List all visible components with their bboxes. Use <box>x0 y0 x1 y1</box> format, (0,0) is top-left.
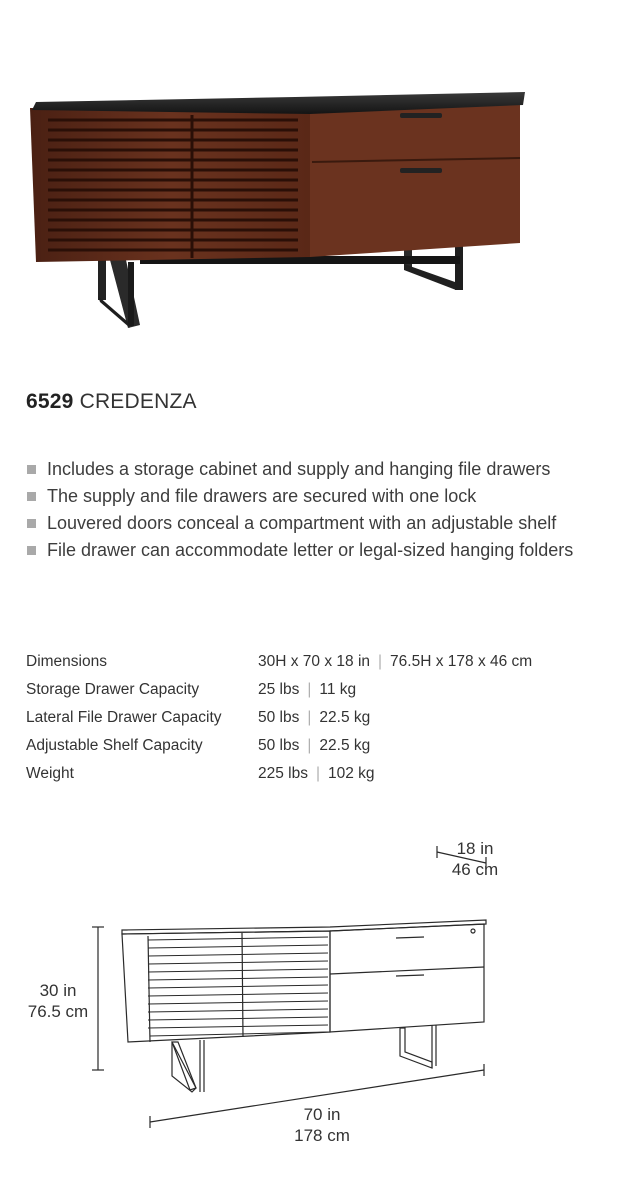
product-name: CREDENZA <box>79 390 197 413</box>
spec-value <box>258 704 532 732</box>
feature-item <box>26 537 616 564</box>
dimension-drawing <box>0 830 624 1160</box>
height-metric: 76.5 cm <box>27 1002 89 1021</box>
spec-row <box>26 732 532 760</box>
feature-item <box>26 456 616 483</box>
width-dimension <box>282 1104 362 1146</box>
spec-table <box>26 648 532 788</box>
spec-imperial: 30H x 70 x 18 in <box>258 653 371 670</box>
spec-imperial: 225 lbs <box>258 765 308 782</box>
feature-list <box>26 456 616 564</box>
divider: | <box>307 681 312 698</box>
height-dimension <box>18 980 98 1022</box>
spec-label: Lateral File Drawer Capacity <box>26 709 222 726</box>
spec-label: Storage Drawer Capacity <box>26 681 200 698</box>
spec-metric: 76.5H x 178 x 46 cm <box>390 653 533 670</box>
spec-metric: 11 kg <box>319 681 357 698</box>
feature-text: File drawer can accommodate letter or legal-sized hanging folders <box>47 540 574 560</box>
depth-metric: 46 cm <box>451 860 499 879</box>
spec-value <box>258 732 532 760</box>
feature-text: Louvered doors conceal a compartment with an adjustable shelf <box>47 513 557 533</box>
width-metric: 178 cm <box>294 1126 350 1145</box>
spec-imperial: 50 lbs <box>258 737 300 754</box>
product-photo <box>0 60 624 350</box>
depth-imperial: 18 in <box>456 839 494 858</box>
divider: | <box>307 737 312 754</box>
depth-dimension <box>440 838 510 880</box>
divider: | <box>315 765 321 782</box>
spec-label: Weight <box>26 765 74 782</box>
spec-row <box>26 676 532 704</box>
product-title <box>26 390 197 414</box>
square-bullet-icon <box>27 465 36 474</box>
width-imperial: 70 in <box>303 1105 341 1124</box>
square-bullet-icon <box>27 492 36 501</box>
spec-metric: 102 kg <box>328 765 375 782</box>
height-imperial: 30 in <box>39 981 77 1000</box>
spec-row <box>26 760 532 788</box>
spec-value <box>258 648 532 676</box>
spec-metric: 22.5 kg <box>319 737 371 754</box>
feature-item <box>26 510 616 537</box>
model-number: 6529 <box>26 390 74 413</box>
spec-row <box>26 648 532 676</box>
spec-label: Dimensions <box>26 653 107 670</box>
spec-row <box>26 704 532 732</box>
divider: | <box>307 709 312 726</box>
spec-label: Adjustable Shelf Capacity <box>26 737 203 754</box>
spec-value <box>258 760 532 788</box>
spec-imperial: 25 lbs <box>258 681 300 698</box>
feature-text: The supply and file drawers are secured with one lock <box>47 486 477 506</box>
spec-value <box>258 676 532 704</box>
square-bullet-icon <box>27 519 36 528</box>
square-bullet-icon <box>27 546 36 555</box>
feature-text: Includes a storage cabinet and supply and hanging file drawers <box>47 459 551 479</box>
spec-imperial: 50 lbs <box>258 709 300 726</box>
spec-metric: 22.5 kg <box>319 709 371 726</box>
divider: | <box>378 653 383 670</box>
feature-item <box>26 483 616 510</box>
